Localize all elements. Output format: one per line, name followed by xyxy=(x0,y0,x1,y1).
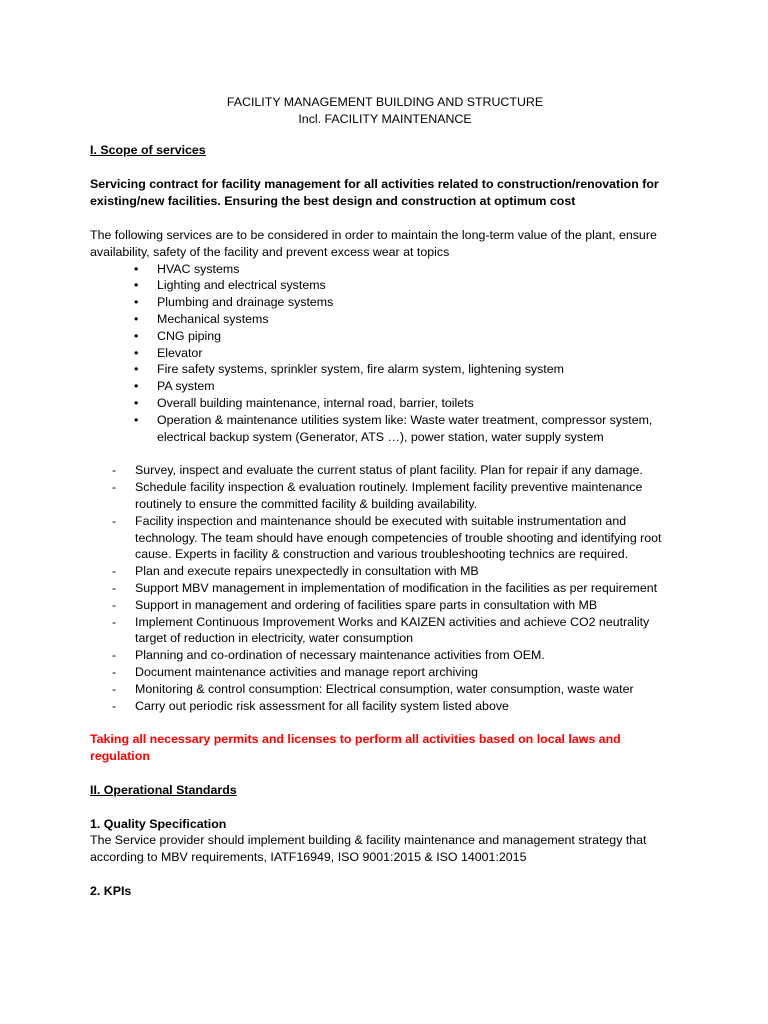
bullet-text: Fire safety systems, sprinkler system, fire alarm system, lightening system xyxy=(157,362,564,377)
bullet-marker: • xyxy=(134,362,139,377)
bullet-text: HVAC systems xyxy=(157,261,240,276)
quality-spec-heading: 1. Quality Specification xyxy=(90,816,227,831)
bullet-item xyxy=(90,261,680,278)
bullet-marker: • xyxy=(134,412,139,427)
bullet-item xyxy=(90,311,680,328)
bullet-marker: • xyxy=(134,345,139,360)
bullet-item xyxy=(90,395,680,412)
bullet-text: Elevator xyxy=(157,345,203,360)
quality-spec-paragraph: The Service provider should implement building & facility maintenance and management strategy that according to MBV requirements, IATF16949, ISO 9001:2015 & ISO 14001:2015 xyxy=(90,833,647,865)
bullet-item xyxy=(90,277,680,294)
dash-item xyxy=(90,513,680,563)
section-1-heading: I. Scope of services xyxy=(90,142,206,157)
dash-text: Survey, inspect and evaluate the current status of plant facility. Plan for repair if any damage. xyxy=(135,463,643,478)
title-line-1: FACILITY MANAGEMENT BUILDING AND STRUCTURE xyxy=(226,95,544,109)
bullet-item xyxy=(90,378,680,395)
dash-text: Support in management and ordering of facilities spare parts in consultation with MB xyxy=(135,597,598,612)
section-2-heading: II. Operational Standards xyxy=(90,782,237,797)
document-content xyxy=(90,94,680,900)
kpis-heading: 2. KPIs xyxy=(90,884,132,899)
document-title xyxy=(90,94,680,128)
bullet-item xyxy=(90,345,680,362)
bullet-text: Overall building maintenance, internal road, barrier, toilets xyxy=(157,395,474,410)
scope-intro-bold: Servicing contract for facility management for all activities related to construction/renovation for existing/new facilities. Ensuring the best design and construction at optimum cost xyxy=(90,177,659,209)
bullet-marker: • xyxy=(134,311,139,326)
dash-marker: - xyxy=(112,597,117,612)
dash-item xyxy=(90,614,680,648)
dash-marker: - xyxy=(112,513,117,528)
dash-item xyxy=(90,698,680,715)
dash-item xyxy=(90,580,680,597)
dash-item xyxy=(90,563,680,580)
bullet-text: Lighting and electrical systems xyxy=(157,278,326,293)
dash-marker: - xyxy=(112,564,117,579)
title-line-2: Incl. FACILITY MAINTENANCE xyxy=(298,111,472,126)
bullet-marker: • xyxy=(134,379,139,394)
bullet-marker: • xyxy=(134,278,139,293)
dash-text: Document maintenance activities and manage report archiving xyxy=(135,664,478,679)
dash-item xyxy=(90,462,680,479)
permits-note: Taking all necessary permits and licenses to perform all activities based on local laws and regulation xyxy=(90,732,621,764)
dash-marker: - xyxy=(112,614,117,629)
dash-item xyxy=(90,479,680,513)
dash-item xyxy=(90,664,680,681)
dash-item xyxy=(90,681,680,698)
dash-text: Implement Continuous Improvement Works and KAIZEN activities and achieve CO2 neutrality target of reduction in electricity, water consumption xyxy=(135,614,650,646)
dash-text: Monitoring & control consumption: Electrical consumption, water consumption, waste water xyxy=(135,681,634,696)
bullet-marker: • xyxy=(134,295,139,310)
bullet-marker: • xyxy=(134,261,139,276)
dash-marker: - xyxy=(112,664,117,679)
bullet-text: Operation & maintenance utilities system like: Waste water treatment, compressor system, electrical backup system (Generator, ATS …), power station, water supply system xyxy=(157,412,653,444)
dash-marker: - xyxy=(112,580,117,595)
dash-text: Facility inspection and maintenance should be executed with suitable instrumentation and technology. The team should have enough competencies of trouble shooting and identifying root cause. Experts in facility & construction and various troubleshooting technics are required. xyxy=(135,513,662,562)
activities-dash-list xyxy=(90,462,680,714)
bullet-item xyxy=(90,328,680,345)
dash-marker: - xyxy=(112,648,117,663)
bullet-text: Mechanical systems xyxy=(157,311,269,326)
dash-marker: - xyxy=(112,463,117,478)
bullet-marker: • xyxy=(134,395,139,410)
services-intro-paragraph: The following services are to be considered in order to maintain the long-term value of the plant, ensure availability, safety of the facility and prevent excess wear at topics xyxy=(90,227,657,259)
dash-text: Support MBV management in implementation of modification in the facilities as per requirement xyxy=(135,580,658,595)
bullet-marker: • xyxy=(134,328,139,343)
dash-item xyxy=(90,647,680,664)
dash-text: Planning and co-ordination of necessary maintenance activities from OEM. xyxy=(135,648,545,663)
dash-text: Schedule facility inspection & evaluation routinely. Implement facility preventive maintenance routinely to ensure the committed facility & building availability. xyxy=(135,480,643,511)
bullet-text: CNG piping xyxy=(157,328,222,343)
dash-marker: - xyxy=(112,681,117,696)
bullet-text: Plumbing and drainage systems xyxy=(157,295,334,310)
services-bullet-list xyxy=(90,261,680,446)
dash-text: Plan and execute repairs unexpectedly in consultation with MB xyxy=(135,564,479,579)
dash-item xyxy=(90,597,680,614)
dash-marker: - xyxy=(112,698,117,713)
bullet-item xyxy=(90,294,680,311)
dash-text: Carry out periodic risk assessment for all facility system listed above xyxy=(135,698,509,713)
bullet-text: PA system xyxy=(157,379,215,394)
dash-marker: - xyxy=(112,480,117,495)
bullet-item xyxy=(90,412,680,446)
bullet-item xyxy=(90,361,680,378)
